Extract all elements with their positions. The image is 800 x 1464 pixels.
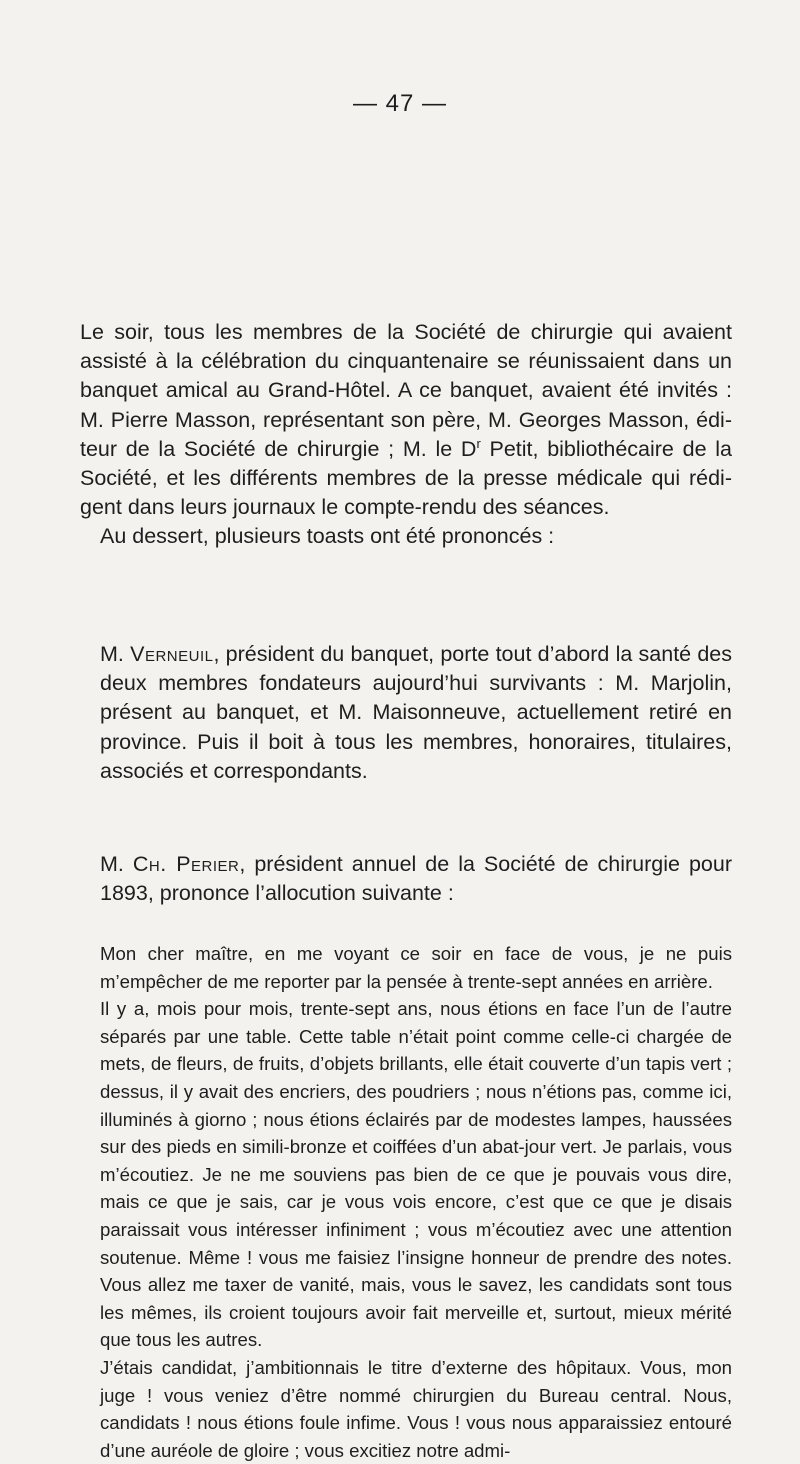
page-number: — 47 —: [352, 90, 448, 117]
person-name: Verneuil: [130, 642, 214, 666]
paragraph-banquet: [80, 318, 732, 522]
paragraph-prefix: M.: [100, 642, 131, 666]
intro-paragraph: [80, 318, 732, 552]
speech-paragraph: Il y a, mois pour mois, trente-sept ans, nous étions en face l’un de l’autre séparés par une table. Cette table n’était point comme celle-ci chargée de mets, de fleurs, de fruits, d’objets brillants, elle était couverte d’un tapis vert ; dessus, il y avait des encriers, des poudriers ; nous n’étions pas, comme ici, illuminés à giorno ; nous étions éclairés par de modestes lampes, haussées sur des pieds en simili-bronze et coiffées d’un abat-jour vert. Je parlais, vous m’écoutiez. Je ne me souviens pas bien de ce que je pouvais vous dire, mais ce que je sais, car je vous vois encore, c’est que ce que je disais paraissait vous intéresser infiniment ; vous m’écoutiez avec une attention soutenue. Même ! vous me faisiez l’insigne honneur de prendre des notes. Vous allez me taxer de vanité, mais, vous le savez, les candidats sont tous les mêmes, ils croient toujours avoir fait merveille et, surtout, mieux mérité que tous les autres.: [100, 998, 732, 1351]
perier-paragraph: [80, 850, 732, 908]
speech-paragraph: J’étais candidat, j’ambitionnais le titre d’externe des hôpitaux. Vous, mon juge ! vous veniez d’être nommé chirurgien du Bureau central. Nous, candidats ! nous étions foule infime. Vous ! vous nous apparaissiez entouré d’une auréole de gloire ; vous excitiez notre admi-: [100, 1356, 732, 1461]
person-name: Ch. Perier: [132, 852, 240, 876]
verneuil-paragraph: [80, 640, 732, 786]
paragraph-perier: [80, 850, 732, 908]
paragraph-text: Le soir, tous les membres de la Société de chirurgie qui avaient assisté à la célébration du cinquantenaire se réunissaient dans un banquet amical au Grand-Hôtel. A ce banquet, avaient été invités : M. Pierre Masson, représentant son père, M. Georges Masson, éditeur de la Société de chirurgie ; M. le D: [80, 320, 732, 461]
speech-paragraph: Mon cher maître, en me voyant ce soir en face de vous, je ne puis m’empêcher de me reporter par la pensée à trente-sept années en arrière.: [100, 943, 732, 992]
paragraph-text: , président annuel de la Société de chirurgie pour 1893, prononce l’allocution suivante :: [100, 852, 732, 906]
speech-block: [80, 940, 732, 1464]
paragraph-text: Petit, bibliothécaire de la Société, et les différents membres de la presse médicale qui rédigent dans leurs journaux le compte-rendu des séances.: [80, 436, 732, 520]
paragraph-dessert: Au dessert, plusieurs toasts ont été prononcés :: [100, 524, 555, 549]
paragraph-prefix: M.: [100, 852, 133, 876]
paragraph-verneuil: [80, 640, 732, 786]
superscript: r: [476, 435, 481, 451]
paragraph-text: , président du banquet, porte tout d’abord la santé des deux membres fondateurs aujourd’hui survivants : M. Marjolin, présent au banquet, et M. Maisonneuve, actuellement retiré en province. Puis il boit à tous les membres, honoraires, titulaires, associés et correspondants.: [100, 642, 733, 783]
